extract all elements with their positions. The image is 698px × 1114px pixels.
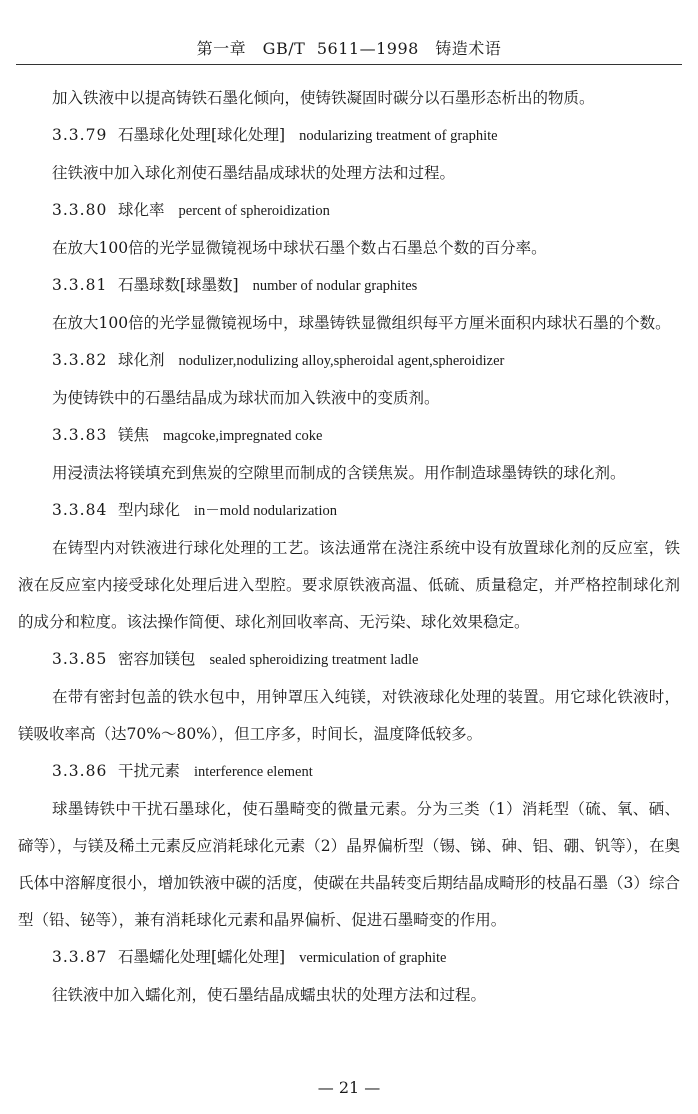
- term-number: 3.3.82: [52, 351, 108, 369]
- definition-paragraph: 用浸渍法将镁填充到焦炭的空隙里而制成的含镁焦炭。用作制造球墨铸铁的球化剂。: [52, 464, 626, 482]
- term-number: 3.3.79: [52, 126, 108, 144]
- term-english: magcoke,impregnated coke: [163, 428, 323, 444]
- header-rule: [16, 64, 682, 65]
- term-english: in－mold nodularization: [194, 503, 337, 519]
- definition-paragraph: 在带有密封包盖的铁水包中，用钟罩压入纯镁，对铁液球化处理的装置。用它球化铁液时，镁吸收率高（达70%～80%），但工序多，时间长，温度降低较多。: [18, 688, 680, 743]
- term-english: sealed spheroidizing treatment ladle: [209, 652, 419, 668]
- term-entry: [18, 939, 680, 977]
- term-english: vermiculation of graphite: [299, 950, 447, 966]
- page-number: — 21 —: [317, 1078, 381, 1097]
- definition-paragraph: 为使铸铁中的石墨结晶成为球状而加入铁液中的变质剂。: [52, 389, 440, 407]
- term-number: 3.3.86: [52, 762, 108, 780]
- term-number: 3.3.85: [52, 650, 108, 668]
- term-english: number of nodular graphites: [252, 278, 418, 294]
- definition-paragraph: 球墨铸铁中干扰石墨球化，使石墨畸变的微量元素。分为三类（1）消耗型（硫、氧、硒、碲等），与镁及稀土元素反应消耗球化元素（2）晶界偏析型（锡、锑、砷、铝、硼、钒等），在奥氏体中溶解度很小，增加铁液中碳的活度，使碳在共晶转变后期结晶成畸形的枝晶石墨（3）综合型（铅、铋等），兼有消耗球化元素和晶界偏析、促进石墨畸变的作用。: [18, 800, 680, 929]
- definition-paragraph: 在铸型内对铁液进行球化处理的工艺。该法通常在浇注系统中设有放置球化剂的反应室，铁液在反应室内接受球化处理后进入型腔。要求原铁液高温、低硫、质量稳定，并严格控制球化剂的成分和粒度。该法操作简便、球化剂回收率高、无污染、球化效果稳定。: [18, 539, 680, 631]
- term-chinese: 球化率: [118, 201, 165, 219]
- term-entry: [18, 117, 680, 155]
- document-body: [18, 80, 680, 1014]
- definition-paragraph: 往铁液中加入球化剂使石墨结晶成球状的处理方法和过程。: [52, 164, 456, 182]
- page-header: 第一章 GB/T 5611—1998 铸造术语: [196, 39, 502, 58]
- term-entry: [18, 417, 680, 455]
- term-chinese: 密容加镁包: [118, 650, 196, 668]
- term-number: 3.3.80: [52, 201, 108, 219]
- term-english: nodularizing treatment of graphite: [299, 128, 498, 144]
- term-number: 3.3.81: [52, 276, 108, 294]
- definition-paragraph: 往铁液中加入蠕化剂，使石墨结晶成蠕虫状的处理方法和过程。: [52, 986, 487, 1004]
- definition-paragraph: 在放大100倍的光学显微镜视场中球状石墨个数占石墨总个数的百分率。: [52, 239, 547, 257]
- term-entry: [18, 753, 680, 791]
- term-chinese: 石墨球数[球墨数]: [118, 276, 239, 294]
- term-entry: [18, 492, 680, 530]
- term-chinese: 球化剂: [118, 351, 165, 369]
- term-chinese: 型内球化: [118, 501, 181, 519]
- term-number: 3.3.87: [52, 948, 108, 966]
- definition-paragraph: 在放大100倍的光学显微镜视场中，球墨铸铁显微组织每平方厘米面积内球状石墨的个数。: [52, 314, 671, 332]
- term-entry: [18, 641, 680, 679]
- term-english: percent of spheroidization: [178, 203, 330, 219]
- term-entry: [18, 192, 680, 230]
- term-entry: [18, 267, 680, 305]
- term-chinese: 石墨球化处理[球化处理]: [118, 126, 286, 144]
- term-number: 3.3.83: [52, 426, 108, 444]
- term-chinese: 石墨蠕化处理[蠕化处理]: [118, 948, 286, 966]
- term-english: interference element: [194, 764, 313, 780]
- term-chinese: 干扰元素: [118, 762, 181, 780]
- term-entry: [18, 342, 680, 380]
- term-chinese: 镁焦: [118, 426, 150, 444]
- definition-paragraph: 加入铁液中以提高铸铁石墨化倾向，使铸铁凝固时碳分以石墨形态析出的物质。: [52, 89, 595, 107]
- term-number: 3.3.84: [52, 501, 108, 519]
- term-english: nodulizer,nodulizing alloy,spheroidal agent,spheroidizer: [178, 353, 505, 369]
